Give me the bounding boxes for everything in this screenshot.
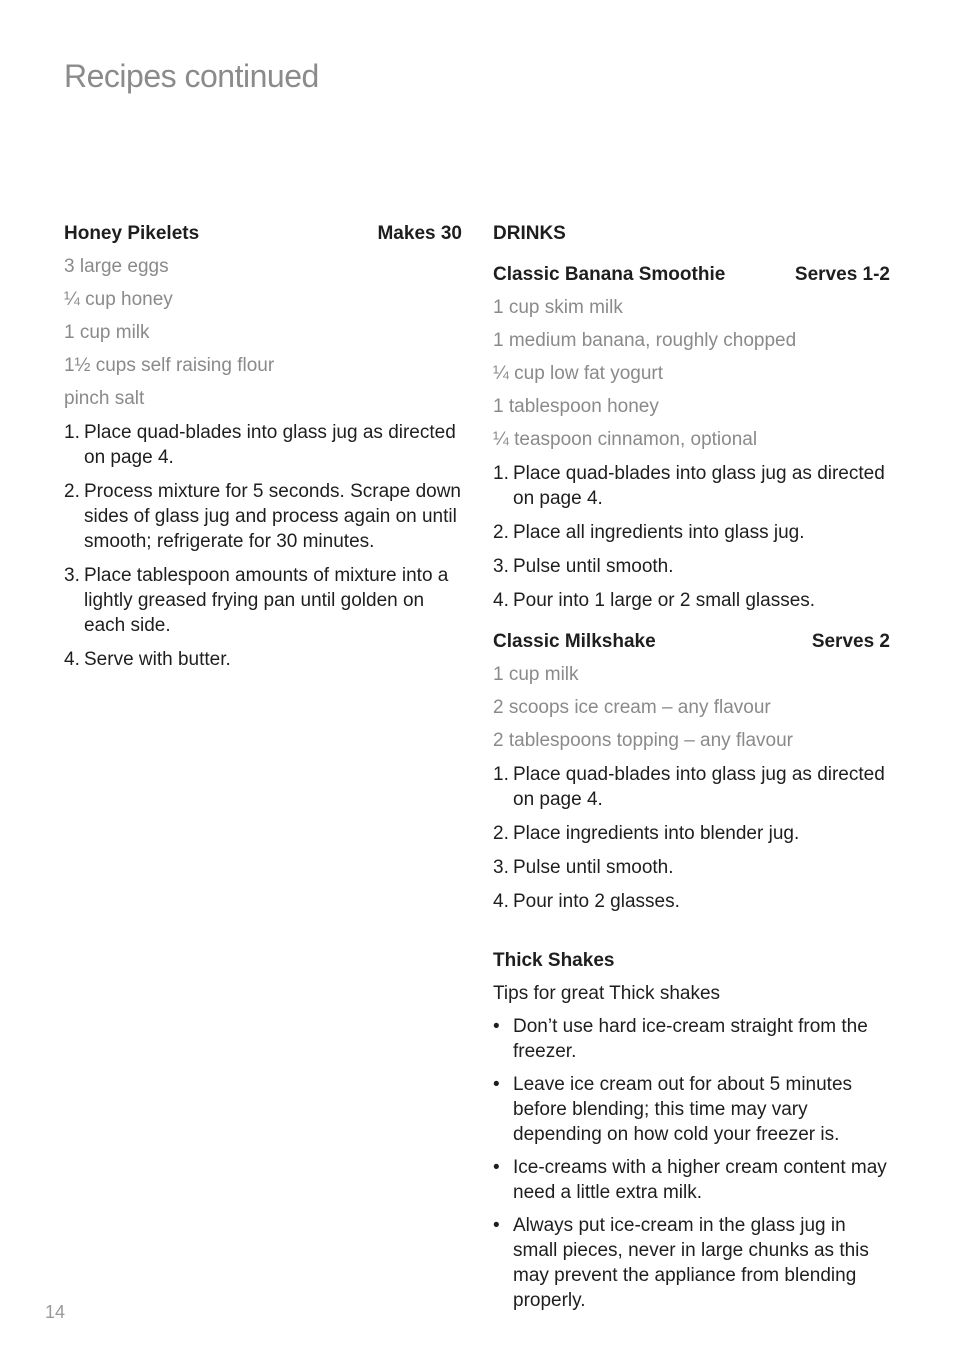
step-text: Place all ingredients into glass jug. [513, 522, 805, 543]
right-column [493, 222, 890, 1313]
tip-text: Leave ice cream out for about 5 minutes before blending; this time may vary depending on how cold your freezer is. [513, 1074, 853, 1145]
recipe-header-milkshake [493, 630, 890, 654]
recipe-yield: Makes 30 [377, 223, 462, 244]
step-number: 2. [493, 522, 509, 543]
step-number: 3. [64, 565, 80, 586]
tip-item [493, 1155, 890, 1205]
bullet-icon: • [493, 1215, 500, 1236]
ingredient-item: 1 cup milk [64, 322, 150, 343]
step-text: Place tablespoon amounts of mixture into a lightly greased frying pan until golden on each side. [84, 565, 449, 636]
step-text: Process mixture for 5 seconds. Scrape down sides of glass jug and process again on until smooth; refrigerate for 30 minutes. [84, 481, 462, 552]
recipe-yield: Serves 2 [811, 631, 890, 652]
tip-item [493, 1072, 890, 1147]
tip-text: Always put ice-cream in the glass jug in small pieces, never in large chunks as this may prevent the appliance from blending properly. [513, 1215, 869, 1311]
method-step [493, 855, 890, 880]
recipe-title: Classic Milkshake [493, 631, 656, 652]
step-text: Place quad-blades into glass jug as directed on page 4. [513, 463, 885, 509]
method-step [493, 588, 890, 613]
tips-list [493, 1014, 890, 1313]
method-step [493, 520, 890, 545]
recipe-header-thick-shakes [493, 949, 890, 973]
step-number: 4. [64, 649, 80, 670]
step-text: Pour into 1 large or 2 small glasses. [513, 590, 816, 611]
method-step [493, 554, 890, 579]
step-number: 2. [64, 481, 80, 502]
step-text: Serve with butter. [84, 649, 231, 670]
step-number: 3. [493, 857, 509, 878]
step-number: 2. [493, 823, 509, 844]
section-heading-drinks: DRINKS [493, 223, 566, 244]
ingredient-item: 2 tablespoons topping – any flavour [493, 730, 793, 751]
ingredient-item: 1 medium banana, roughly chopped [493, 330, 797, 351]
step-text: Pour into 2 glasses. [513, 891, 680, 912]
step-number: 1. [493, 764, 509, 785]
step-text: Pulse until smooth. [513, 556, 674, 577]
bullet-icon: • [493, 1016, 500, 1037]
recipe-title: Classic Banana Smoothie [493, 264, 726, 285]
method-steps [493, 461, 890, 613]
step-number: 3. [493, 556, 509, 577]
method-step [493, 821, 890, 846]
ingredient-item: 3 large eggs [64, 256, 169, 277]
ingredient-item: ¼ cup honey [64, 289, 173, 310]
step-number: 4. [493, 590, 509, 611]
step-text: Place ingredients into blender jug. [513, 823, 800, 844]
step-text: Pulse until smooth. [513, 857, 674, 878]
bullet-icon: • [493, 1157, 500, 1178]
ingredient-item: 1½ cups self raising flour [64, 355, 275, 376]
tip-text: Don’t use hard ice-cream straight from the freezer. [513, 1016, 868, 1062]
ingredient-item: 2 scoops ice cream – any flavour [493, 697, 771, 718]
page-number: 14 [45, 1302, 66, 1322]
step-number: 1. [493, 463, 509, 484]
recipe-title: Thick Shakes [493, 950, 615, 971]
ingredient-item: 1 cup skim milk [493, 297, 623, 318]
method-steps [64, 420, 462, 672]
step-number: 1. [64, 422, 80, 443]
ingredient-item: ¼ cup low fat yogurt [493, 363, 664, 384]
page-title: Recipes continued [64, 58, 319, 94]
tip-item [493, 1213, 890, 1313]
ingredient-list [493, 296, 890, 452]
ingredient-item: ¼ teaspoon cinnamon, optional [493, 429, 758, 450]
recipe-yield: Serves 1-2 [794, 264, 890, 285]
method-step [493, 889, 890, 914]
method-step [64, 563, 462, 638]
step-text: Place quad-blades into glass jug as directed on page 4. [84, 422, 456, 468]
ingredient-item: pinch salt [64, 388, 145, 409]
ingredient-list [493, 663, 890, 753]
ingredient-list [64, 255, 462, 411]
recipe-header-honey-pikelets [64, 222, 462, 246]
method-step [64, 479, 462, 554]
method-step [493, 461, 890, 511]
ingredient-item: 1 tablespoon honey [493, 396, 659, 417]
bullet-icon: • [493, 1074, 500, 1095]
recipe-header-banana-smoothie [493, 263, 890, 287]
step-text: Place quad-blades into glass jug as directed on page 4. [513, 764, 885, 810]
ingredient-item: 1 cup milk [493, 664, 579, 685]
recipe-title: Honey Pikelets [64, 223, 200, 244]
left-column [64, 222, 462, 672]
tip-text: Ice-creams with a higher cream content may need a little extra milk. [513, 1157, 887, 1203]
method-step [493, 762, 890, 812]
tip-item [493, 1014, 890, 1064]
step-number: 4. [493, 891, 509, 912]
tips-intro: Tips for great Thick shakes [493, 983, 721, 1004]
method-step [64, 420, 462, 470]
method-steps [493, 762, 890, 914]
method-step [64, 647, 462, 672]
